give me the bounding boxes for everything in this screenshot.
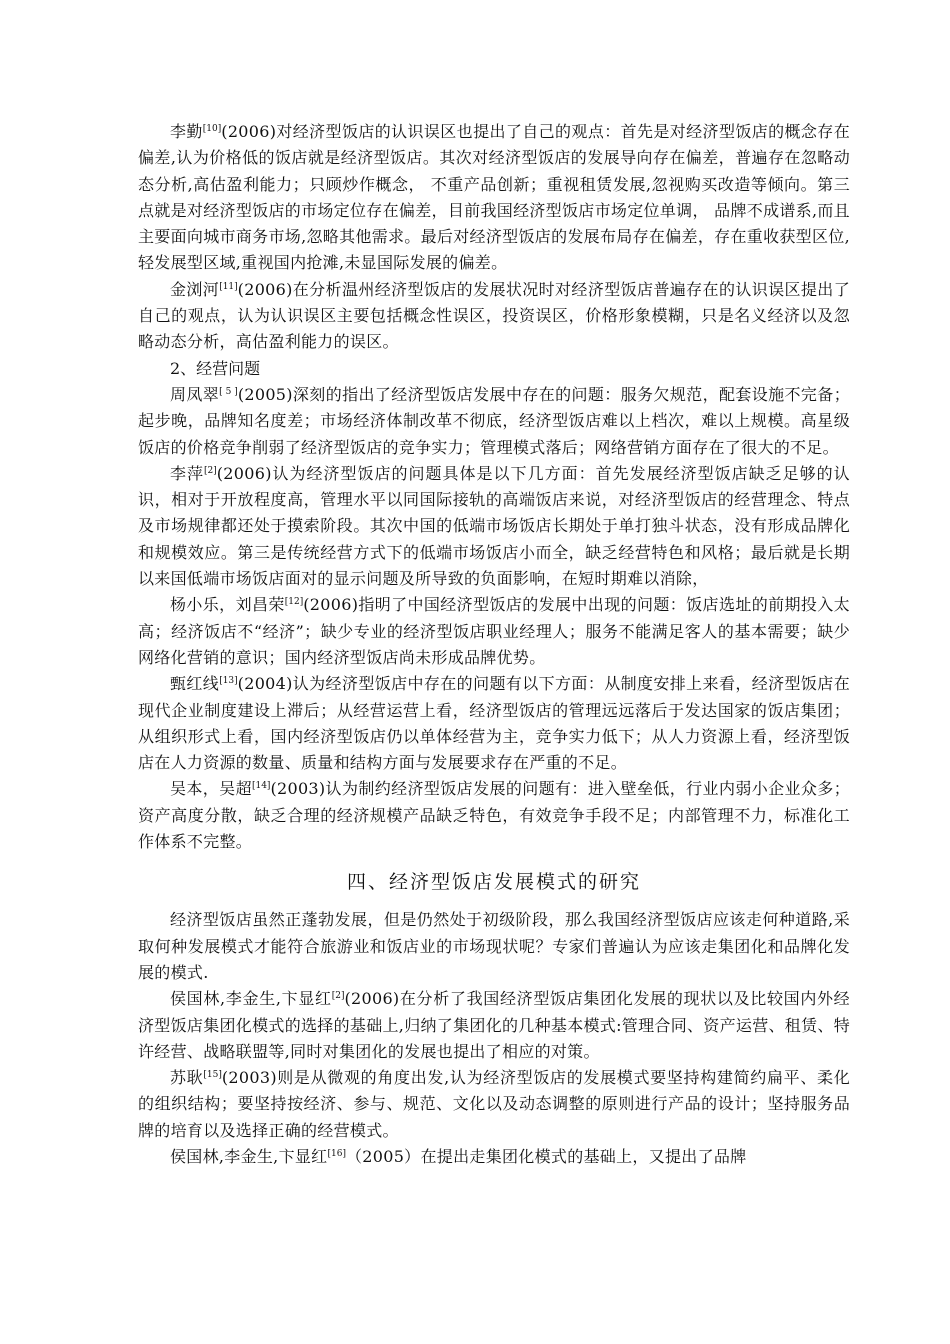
citation-ref: [2]: [331, 991, 345, 1002]
paragraph-body: （2005）在提出走集团化模式的基础上，又提出了品牌: [345, 1146, 747, 1166]
paragraph-body: (2006)在分析了我国经济型饭店集团化发展的现状以及比较国内外经济型饭店集团化模式的选择的基础上,归纳了集团化的几种基本模式:管理合同、资产运营、租赁、特许经营、战略联盟等,同时对集团化的发展也提出了相应的对策。: [138, 989, 850, 1061]
paragraph-body: (2003)认为制约经济型饭店发展的问题有：进入壁垒低，行业内弱小企业众多；资产高度分散，缺乏合理的经济规模产品缺乏特色，有效竞争手段不足；内部管理不力，标准化工作体系不完整。: [138, 779, 850, 852]
document-page: [138, 119, 850, 1170]
paragraph-yang-xiao-le: [138, 592, 850, 671]
author-name: 侯国林,李金生,卞显红: [170, 989, 332, 1009]
citation-ref: [14]: [251, 781, 271, 792]
paragraph-su-geng: [138, 1065, 850, 1144]
author-name: 李萍: [170, 463, 205, 483]
paragraph-body: (2006)对经济型饭店的认识误区也提出了自己的观点：首先是对经济型饭店的概念存在偏差,认为价格低的饭店就是经济型饭店。其次对经济型饭店的发展导向存在偏差，普遍存在忽略动态分析,高估盈利能力；只顾炒作概念， 不重产品创新；重视租赁发展,忽视购买改造等倾向。第三点就是对经济型饭店的市场定位存在偏差，目前我国经济型饭店市场定位单调， 品牌不成谱系,而且主要面向城市商务市场,忽略其他需求。最后对经济型饭店的发展布局存在偏差，存在重收获型区位,轻发展型区域,重视国内抢滩,未显国际发展的偏差。: [138, 122, 850, 273]
paragraph-intro: 经济型饭店虽然正蓬勃发展，但是仍然处于初级阶段，那么我国经济型饭店应该走何种道路,采取何种发展模式才能符合旅游业和饭店业的市场现状呢？专家们普遍认为应该走集团化和品牌化发展的模式.: [138, 910, 850, 982]
author-name: 甄红线: [170, 674, 220, 694]
citation-ref: [10]: [202, 124, 222, 134]
citation-ref: [13]: [219, 676, 238, 687]
paragraph-zhou-feng-cui: [138, 382, 850, 461]
paragraph-body: (2004)认为经济型饭店中存在的问题有以下方面：从制度安排上来看，经济型饭店在现代企业制度建设上滞后；从经营运营上看，经济型饭店的管理远远落后于发达国家的饭店集团；从组织形式上看，国内经济型饭店仍以单体经营为主，竞争实力低下；从人力资源上看，经济型饭店在人力资源的数量、质量和结构方面与发展要求存在严重的不足。: [138, 674, 850, 773]
author-name: 杨小乐，刘昌荣: [170, 595, 285, 615]
paragraph-body: (2006)认为经济型饭店的问题具体是以下几方面：首先发展经济型饭店缺乏足够的认识，相对于开放程度高，管理水平以同国际接轨的高端饭店来说，对经济型饭店的经营理念、特点及市场规律都还处于摸索阶段。其次中国的低端市场饭店长期处于单打独斗状态，没有形成品牌化和规模效应。第三是传统经营方式下的低端市场饭店小而全，缺乏经营特色和风格；最后就是长期以来国低端市场饭店面对的显示问题及所导致的负面影响，在短时期难以消除，: [138, 463, 850, 589]
paragraph-li-qin: [138, 119, 850, 277]
paragraph-hou-guo-lin-1: [138, 986, 850, 1065]
subheading-operating-issues: 2、经营问题: [170, 358, 261, 378]
author-name: 周凤翠: [170, 384, 220, 404]
paragraph-body: (2006)在分析温州经济型饭店的发展状况时对经济型饭店普遍存在的认识误区提出了自己的观点，认为认识误区主要包括概念性误区，投资误区，价格形象模糊，只是名义经济以及忽略动态分析，高估盈利能力的误区。: [138, 279, 850, 352]
section-heading: 四、经济型饭店发展模式的研究: [346, 871, 641, 894]
paragraph-zhen-hong-xian: [138, 671, 850, 776]
author-name: 吴本，吴超: [170, 779, 252, 799]
author-name: 侯国林,李金生,卞显红: [170, 1146, 328, 1166]
citation-ref: [15]: [203, 1070, 222, 1081]
citation-ref: [16]: [327, 1148, 346, 1159]
citation-ref: [11]: [219, 281, 238, 292]
paragraph-body: (2003)则是从微观的角度出发,认为经济型饭店的发展模式要坚持构建简约扁平、柔化的组织结构；要坚持按经济、参与、规范、文化以及动态调整的原则进行产品的设计；坚持服务品牌的培育以及选择正确的经营模式。: [138, 1068, 850, 1140]
author-name: 苏耿: [170, 1068, 204, 1088]
paragraph-body: (2006)指明了中国经济型饭店的发展中出现的问题：饭店选址的前期投入太高；经济饭店不“经济”；缺少专业的经济型饭店职业经理人；服务不能满足客人的基本需要；缺少网络化营销的意识；国内经济型饭店尚未形成品牌优势。: [138, 595, 850, 667]
paragraph-li-ping: [138, 461, 850, 592]
citation-ref: [2]: [204, 465, 217, 476]
paragraph-hou-guo-lin-2: [138, 1144, 850, 1170]
author-name: 金浏河: [170, 279, 220, 299]
author-name: 李勤: [170, 122, 203, 141]
paragraph-wu-ben: [138, 776, 850, 855]
citation-ref: [12]: [284, 597, 304, 608]
paragraph-body: (2005)深刻的指出了经济型饭店发展中存在的问题：服务欠规范，配套设施不完备；起步晚，品牌知名度差；市场经济体制改革不彻底，经济型饭店难以上档次，难以上规模。高星级饭店的价格竞争削弱了经济型饭店的竞争实力；管理模式落后；网络营销方面存在了很大的不足。: [138, 384, 850, 457]
paragraph-jin-liu-he: [138, 277, 850, 356]
citation-ref: [ 5 ]: [219, 386, 238, 397]
